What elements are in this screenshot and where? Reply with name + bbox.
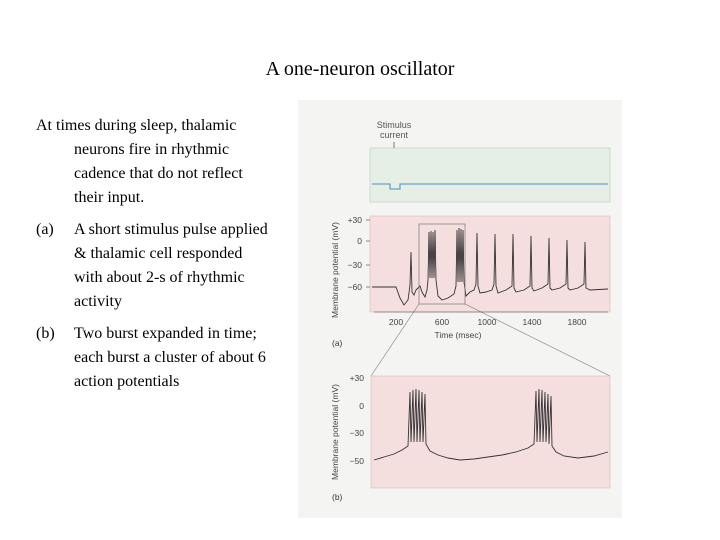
panel-a-xtick: 1800 xyxy=(567,317,587,327)
panel-a-ytick: −30 xyxy=(347,260,362,270)
list-item-text: A short stimulus pulse applied & thalamic cell responded with about 2-s of rhythmic activity xyxy=(74,221,268,310)
panel-b-ytick: −50 xyxy=(349,456,364,466)
panel-b-plot xyxy=(371,376,610,488)
slide-title: A one-neuron oscillator xyxy=(265,58,455,80)
panel-a-xtick: 200 xyxy=(388,317,404,327)
panel-b-ytick: −30 xyxy=(349,428,364,438)
panel-a-xtick: 600 xyxy=(434,317,450,327)
panel-b-ytick: 0 xyxy=(359,401,364,411)
panel-a-ytick: 0 xyxy=(357,236,362,246)
stimulus-panel xyxy=(370,148,610,202)
panel-a-label: (a) xyxy=(332,338,343,348)
list-item-b xyxy=(36,322,268,394)
oscillator-figure xyxy=(298,100,622,518)
list-item-a xyxy=(36,218,268,314)
panel-a-xlabel: Time (msec) xyxy=(434,330,482,340)
panel-a-plot xyxy=(370,216,610,312)
panel-b-ylabel: Membrane potential (mV) xyxy=(330,384,340,480)
figure-svg xyxy=(298,100,622,518)
panel-a-xtick: 1000 xyxy=(477,317,497,327)
panel-a-ytick: +30 xyxy=(347,215,362,225)
list-item-text: Two burst expanded in time; each burst a cluster of about 6 action potentials xyxy=(74,325,266,390)
panel-a-ylabel: Membrane potential (mV) xyxy=(330,222,340,318)
stimulus-label-line2: current xyxy=(379,130,409,140)
slide-body xyxy=(36,114,268,402)
list-item-label: (a) xyxy=(36,221,54,238)
intro-paragraph: At times during sleep, thalamic neurons fire in rhythmic cadence that do not reflect their input. xyxy=(36,117,243,206)
panel-b-label: (b) xyxy=(332,492,343,502)
list-item-label: (b) xyxy=(36,325,55,342)
panel-a-xtick: 1400 xyxy=(522,317,542,327)
stimulus-label-line1: Stimulus xyxy=(376,120,412,130)
panel-a-ytick: −60 xyxy=(347,282,362,292)
panel-b-ytick: +30 xyxy=(349,373,364,383)
